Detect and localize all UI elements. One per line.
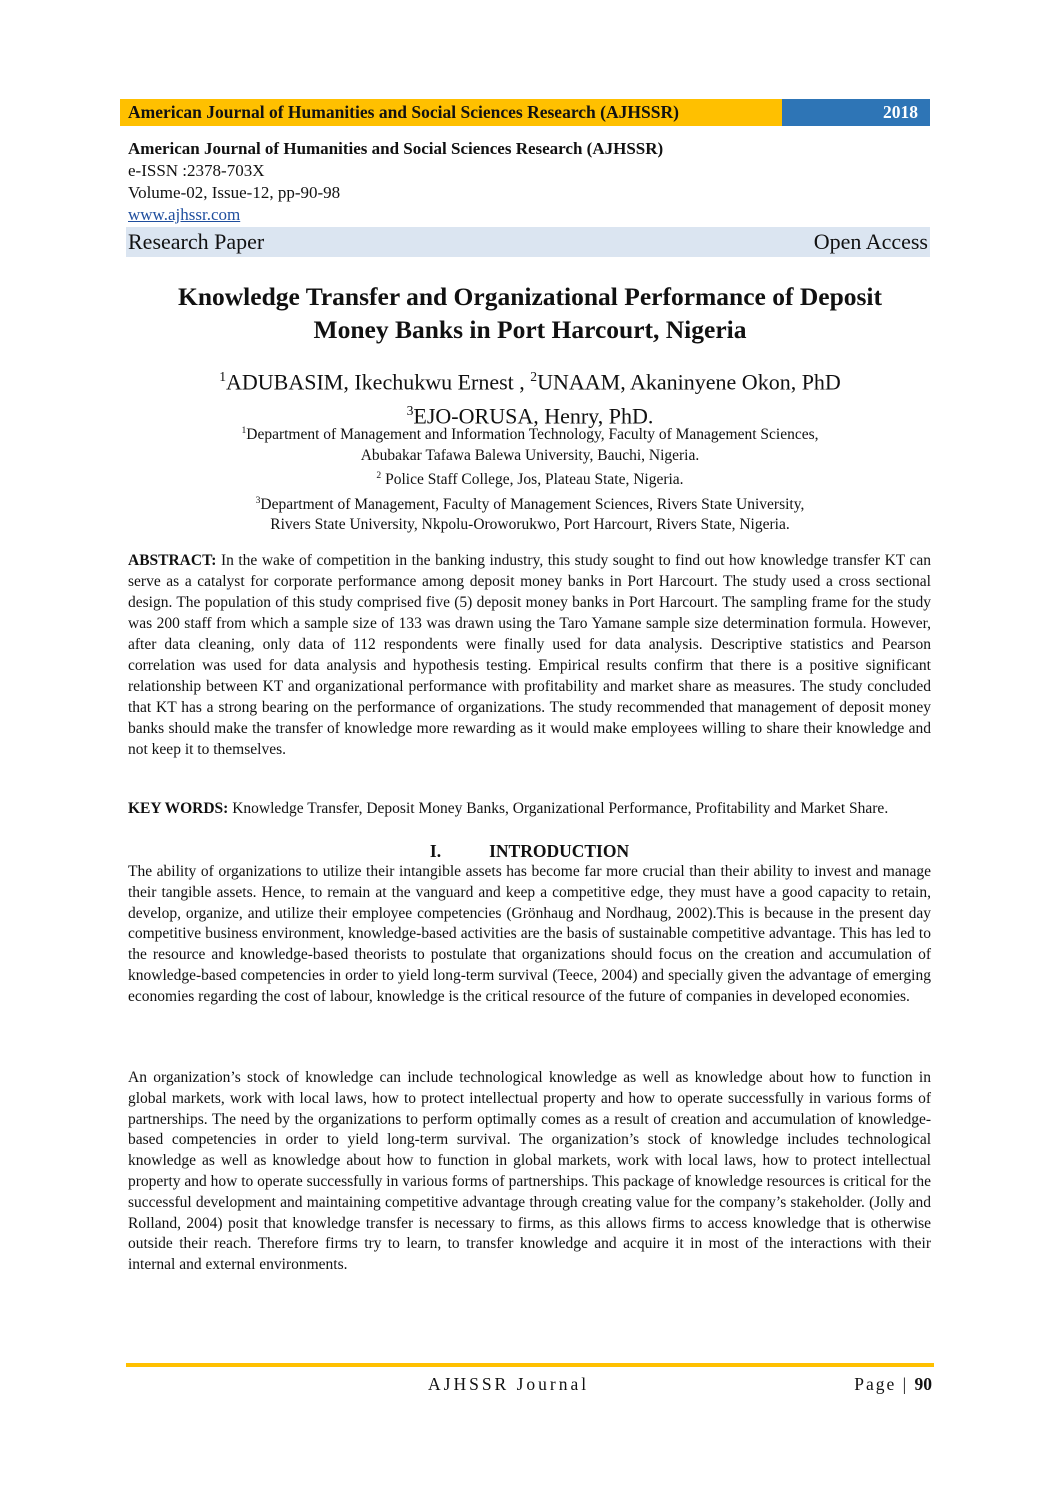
intro-paragraph-1: The ability of organizations to utilize their intangible assets has become far more crucial than their ability to invest and manage their tangible assets. Hence, to remain at the vanguard and keep a competitive edge, they must have a good capacity to retain, develop, organize, and utilize their employee competencies (Grönhaug and Nordhaug, 2002).This is because in the present day competitive business environment, knowledge-based activities are the basis of sustainable competitive advantage. This has led to the resource and knowledge-based theorists to postulate that organizations should focus on the creation and accumulation of knowledge-based competencies in order to yield long-term survival (Teece, 2004) and specially given the advantage of emerging economies regarding the cost of labour, knowledge is the critical resource of the future of companies in developed economies. <box>128 863 931 1005</box>
affiliation-2 <box>100 466 960 491</box>
author-1: ADUBASIM, Ikechukwu Ernest , <box>226 369 531 395</box>
paper-type-bar <box>126 227 930 257</box>
paper-title <box>100 280 960 346</box>
section-title: INTRODUCTION <box>489 841 630 861</box>
affiliation-3-line-2: Rivers State University, Nkpolu-Oroworukwo, Port Harcourt, Rivers State, Nigeria. <box>270 516 790 534</box>
affiliation-1-text: Department of Management and Information Technology, Faculty of Management Sciences, <box>246 426 819 444</box>
journal-volume: Volume-02, Issue-12, pp-90-98 <box>128 183 341 202</box>
footer-page <box>700 1374 932 1395</box>
affiliation-3-text: Department of Management, Faculty of Management Sciences, Rivers State University, <box>260 495 805 513</box>
section-heading <box>128 841 931 862</box>
affiliation-2-marker: 2 <box>376 470 382 482</box>
affiliation-1-line-2: Abubakar Tafawa Balewa University, Bauchi, Nigeria. <box>360 446 700 464</box>
journal-url-link[interactable]: www.ajhssr.com <box>128 205 241 224</box>
author-2: UNAAM, Akaninyene Okon, PhD <box>537 369 841 395</box>
author-3-marker: 3 <box>406 403 414 419</box>
title-line-1: Knowledge Transfer and Organizational Performance of Deposit <box>177 282 882 311</box>
keywords <box>128 798 931 819</box>
affiliation-1-marker: 1 <box>241 425 247 436</box>
journal-name: American Journal of Humanities and Social Sciences Research (AJHSSR) <box>128 139 664 158</box>
affiliation-3-line-1 <box>100 491 960 516</box>
authors-line-1 <box>100 362 960 396</box>
author-1-marker: 1 <box>219 369 226 384</box>
section-number: I. <box>429 841 442 861</box>
intro-paragraph-2: An organization’s stock of knowledge can include technological knowledge as well as knowledge about how to function in global markets, work with local laws, how to protect intellectual property and how to operate successfully in various forms of partnerships. The need by the organizations to perform optimally comes as a result of creation and accumulation of knowledge-based competencies in order to yield long-term survival. The organization’s stock of knowledge includes technological knowledge as well as knowledge about how to function in global markets, work with local laws, how to protect intellectual property and how to operate successfully in various forms of partnerships. This package of knowledge resources is critical for the successful development and maintaining competitive advantage through creating value for the company’s stakeholder. (Jolly and Rolland, 2004) posit that knowledge transfer is necessary to firms, as this allows firms to access knowledge that is otherwise outside their reach. Therefore firms try to learn, to transfer knowledge and acquire it in most of the interactions with their internal and external environments. <box>128 1069 931 1274</box>
affiliations <box>100 421 960 536</box>
keywords-text: Knowledge Transfer, Deposit Money Banks, Organizational Performance, Profitability and Market Share. <box>228 800 889 817</box>
affiliation-2-text: Police Staff College, Jos, Plateau State, Nigeria. <box>381 471 684 489</box>
abstract-label: ABSTRACT: <box>128 552 217 569</box>
running-header-journal: American Journal of Humanities and Social Sciences Research (AJHSSR) <box>120 99 782 126</box>
running-header <box>120 99 930 126</box>
access-type: Open Access <box>813 229 928 254</box>
footer-journal: AJHSSR Journal <box>428 1374 590 1394</box>
paper-type: Research Paper <box>128 229 265 254</box>
affiliation-3-marker: 3 <box>255 494 261 506</box>
author-2-marker: 2 <box>530 369 538 384</box>
title-line-2: Money Banks in Port Harcourt, Nigeria <box>313 315 747 344</box>
affiliation-1-line-1 <box>100 421 960 446</box>
running-header-year: 2018 <box>782 99 930 126</box>
author-3: EJO-ORUSA, Henry, PhD. <box>413 403 654 429</box>
footer-page-label: Page | <box>854 1374 915 1394</box>
footer-divider <box>126 1363 934 1367</box>
footer-page-number: 90 <box>914 1374 932 1394</box>
journal-info <box>128 138 663 226</box>
abstract <box>128 550 931 760</box>
journal-issn: e-ISSN :2378-703X <box>128 161 265 180</box>
abstract-text: In the wake of competition in the banking industry, this study sought to find out how knowledge transfer KT can serve as a catalyst for corporate performance among deposit money banks in Port Harcourt. The study used a cross sectional design. The population of this study comprised five (5) deposit money banks in Port Harcourt. The sampling frame for the study was 200 staff from which a sample size of 133 was drawn using the Taro Yamane sample size determination formula. However, after data cleaning, only data of 112 respondents were finally used for data analysis. Descriptive statistics and Pearson correlation was used for data analysis and hypothesis testing. Empirical results confirm that there is a positive significant relationship between KT and organizational performance with profitability and market share as measures. The study concluded that KT has a strong bearing on the performance of organizations. The study recommended that management of deposit money banks should make the transfer of knowledge more rewarding as it would make employees willing to share their knowledge and not keep it to themselves. <box>128 552 931 758</box>
keywords-label: KEY WORDS: <box>128 800 229 817</box>
